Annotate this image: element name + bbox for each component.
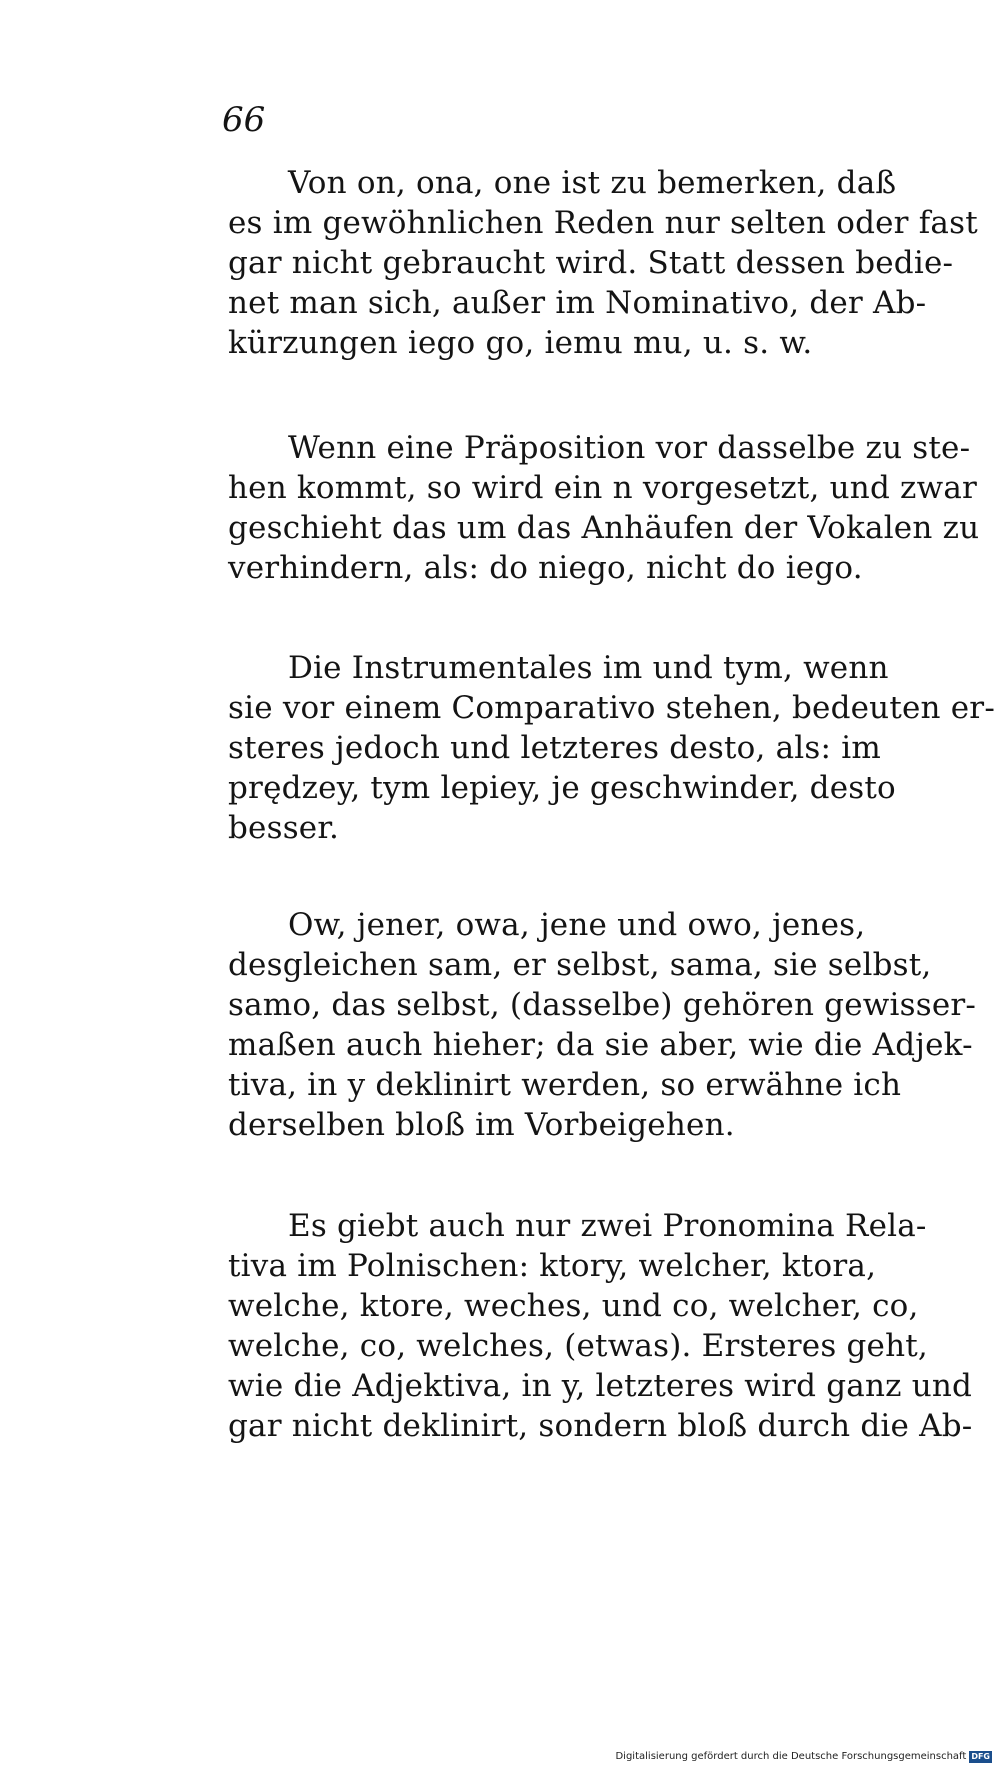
- text-line: gar nicht gebraucht wird. Statt dessen bedie-: [228, 245, 954, 281]
- text-line: besser.: [228, 810, 340, 846]
- paragraph-4: [228, 905, 977, 1145]
- text-line: Von on, ona, one ist zu bemerken, daß: [288, 165, 897, 201]
- text-line: sie vor einem Comparativo stehen, bedeuten er-: [228, 690, 996, 726]
- text-line: Die Instrumentales im und tym, wenn: [288, 650, 889, 686]
- paragraph-1: [228, 163, 978, 363]
- text-line: Wenn eine Präposition vor dasselbe zu ste-: [288, 430, 971, 466]
- text-line: wie die Adjektiva, in y, letzteres wird ganz und: [228, 1368, 973, 1404]
- text-line: verhindern, als: do niego, nicht do iego.: [228, 550, 863, 586]
- text-line: prędzey, tym lepiey, je geschwinder, desto: [228, 770, 896, 806]
- text-line: tiva, in y deklinirt werden, so erwähne ich: [228, 1067, 902, 1103]
- text-line: kürzungen iego go, iemu mu, u. s. w.: [228, 325, 813, 361]
- text-line: Ow, jener, owa, jene und owo, jenes,: [288, 907, 866, 943]
- dfg-logo-icon: DFG: [971, 1752, 990, 1761]
- text-line: net man sich, außer im Nominativo, der Ab-: [228, 285, 927, 321]
- text-line: gar nicht deklinirt, sondern bloß durch die Ab-: [228, 1408, 973, 1444]
- text-line: es im gewöhnlichen Reden nur selten oder fast: [228, 205, 978, 241]
- digitization-credit: [615, 1750, 992, 1764]
- paragraph-5: [228, 1206, 973, 1446]
- text-line: maßen auch hieher; da sie aber, wie die Adjek-: [228, 1027, 973, 1063]
- paragraph-2: [228, 428, 980, 588]
- text-line: Es giebt auch nur zwei Pronomina Rela-: [288, 1208, 927, 1244]
- text-line: welche, ktore, weches, und co, welcher, co,: [228, 1288, 919, 1324]
- text-line: desgleichen sam, er selbst, sama, sie selbst,: [228, 947, 932, 983]
- text-line: steres jedoch und letzteres desto, als: im: [228, 730, 881, 766]
- page-number: 66: [222, 100, 266, 140]
- text-line: geschieht das um das Anhäufen der Vokalen zu: [228, 510, 980, 546]
- text-line: derselben bloß im Vorbeigehen.: [228, 1107, 735, 1143]
- text-line: welche, co, welches, (etwas). Ersteres geht,: [228, 1328, 928, 1364]
- paragraph-3: [228, 648, 996, 848]
- text-line: samo, das selbst, (dasselbe) gehören gewisser-: [228, 987, 977, 1023]
- text-line: hen kommt, so wird ein n vorgesetzt, und zwar: [228, 470, 978, 506]
- text-line: tiva im Polnischen: ktory, welcher, ktora,: [228, 1248, 877, 1284]
- credit-text: Digitalisierung gefördert durch die Deutsche Forschungsgemeinschaft: [615, 1751, 967, 1762]
